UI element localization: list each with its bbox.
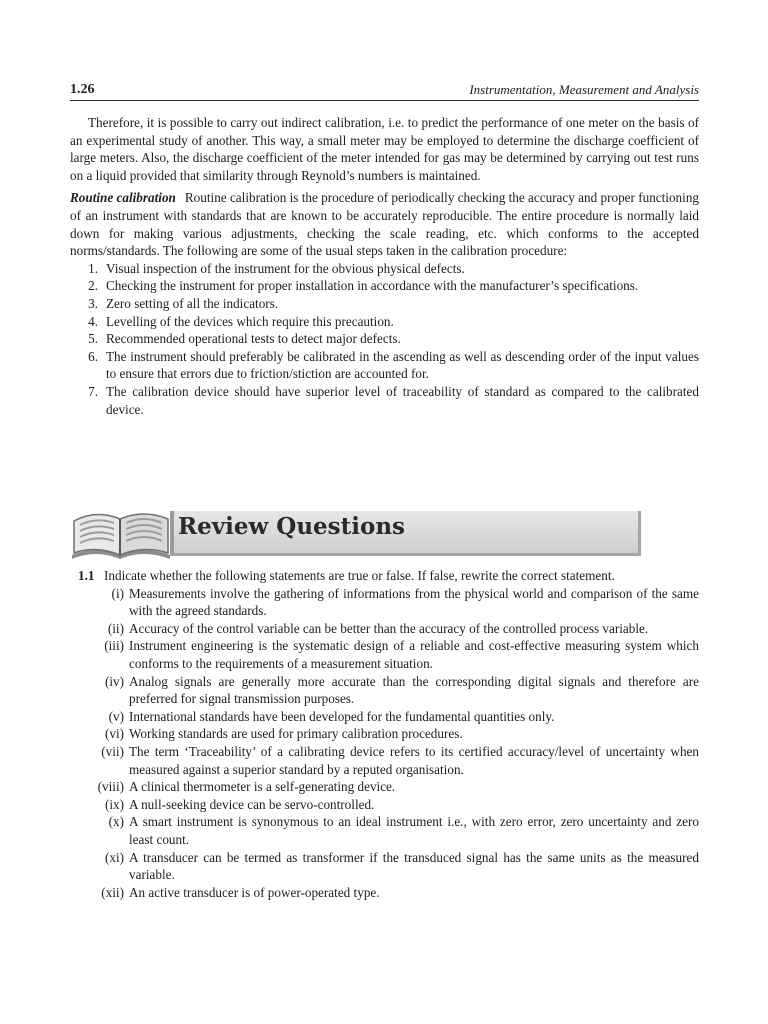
- page-header: [70, 82, 699, 101]
- running-title: Instrumentation, Measurement and Analysis: [469, 82, 699, 97]
- list-item-text: Recommended operational tests to detect major defects.: [106, 331, 401, 347]
- list-item: [70, 708, 699, 726]
- list-item-number: (vi): [104, 726, 124, 742]
- page-number: 1.26: [70, 82, 95, 97]
- list-item-number: (viii): [97, 779, 124, 795]
- list-item-number: (i): [111, 585, 124, 601]
- list-item-text: International standards have been developed for the fundamental quantities only.: [129, 708, 555, 724]
- calibration-steps-list: [70, 260, 699, 418]
- list-item-number: (v): [108, 708, 124, 724]
- list-item-number: 4.: [88, 313, 98, 329]
- list-item-number: 3.: [88, 295, 98, 311]
- list-item-number: 1.: [88, 260, 98, 276]
- list-item: [70, 813, 699, 848]
- list-item-text: The calibration device should have superior level of traceability of standard as compared to the calibrated device.: [106, 383, 699, 417]
- list-item-number: 5.: [88, 331, 98, 347]
- routine-calibration-text: Routine calibration is the procedure of periodically checking the accuracy and proper functioning of an instrument with standards that are known to be accurately reproducible. The entire procedure is normally laid down for making various adjustments, checking the scale reading, etc. which conforms to the accepted norms/standards. The following are some of the usual steps taken in the calibration procedure:: [70, 190, 700, 259]
- list-item-number: 7.: [88, 383, 98, 399]
- list-item: [70, 277, 699, 295]
- list-item: [70, 330, 699, 348]
- list-item-text: A transducer can be termed as transformer if the transduced signal has the same units as the measured variable.: [129, 849, 699, 883]
- list-item-text: Zero setting of all the indicators.: [106, 295, 279, 311]
- list-item-text: An active transducer is of power-operated type.: [129, 884, 380, 900]
- list-item-number: (ii): [107, 620, 124, 636]
- list-item: [70, 260, 699, 278]
- review-questions-banner: [66, 505, 646, 565]
- list-item: [70, 849, 699, 884]
- list-item-text: A null-seeking device can be servo-controlled.: [129, 796, 375, 812]
- list-item-number: (xii): [101, 884, 124, 900]
- routine-calibration-heading: Routine calibration: [70, 190, 176, 206]
- review-questions-title: Review Questions: [178, 513, 406, 540]
- list-item-number: (vii): [101, 743, 124, 759]
- list-item: [70, 585, 699, 620]
- list-item: [70, 637, 699, 672]
- list-item-text: Working standards are used for primary calibration procedures.: [129, 726, 463, 742]
- list-item: [70, 743, 699, 778]
- list-item-text: Instrument engineering is the systematic design of a reliable and cost-effective measuring system which conforms to the requirements of a measurement situation.: [129, 638, 699, 671]
- paragraph-indirect-calibration: Therefore, it is possible to carry out indirect calibration, i.e. to predict the performance of one meter on the basis of an experimental study of another. This way, a small meter may be employed to determine the discharge coefficient of large meters. Also, the discharge coefficient of the meter intended for gas may be determined by carrying out test runs on a liquid provided that similarity through Reynold’s numbers is maintained.: [70, 115, 699, 183]
- list-item-text: Levelling of the devices which require this precaution.: [106, 313, 394, 329]
- true-false-statements: [70, 585, 699, 902]
- list-item: [70, 884, 699, 902]
- list-item-number: 6.: [88, 348, 98, 364]
- list-item: [70, 725, 699, 743]
- question-1-1: [70, 567, 699, 585]
- list-item: [70, 778, 699, 796]
- body-text: [70, 114, 699, 418]
- list-item: [70, 796, 699, 814]
- list-item-text: Measurements involve the gathering of informations from the physical world and comparison of the same with the agreed standards.: [129, 585, 699, 619]
- list-item-text: The term ‘Traceability’ of a calibrating device refers to its certified accuracy/level of uncertainty when measured against a superior standard by a reputed organisation.: [129, 743, 699, 777]
- list-item-text: Visual inspection of the instrument for the obvious physical defects.: [106, 260, 465, 276]
- question-number: 1.1: [78, 568, 95, 583]
- list-item-number: (iv): [104, 673, 124, 689]
- list-item-text: A clinical thermometer is a self-generating device.: [129, 779, 396, 795]
- list-item-number: (iii): [104, 638, 124, 654]
- open-book-icon: [66, 505, 176, 565]
- list-item-text: The instrument should preferably be calibrated in the ascending as well as descending order of the input values to ensure that errors due to friction/stiction are accounted for.: [106, 348, 699, 382]
- list-item: [70, 673, 699, 708]
- list-item-text: Analog signals are generally more accurate than the corresponding digital signals and therefore are preferred for signal transmission purposes.: [129, 673, 699, 707]
- list-item-text: Accuracy of the control variable can be better than the accuracy of the controlled process variable.: [129, 620, 649, 636]
- list-item: [70, 383, 699, 418]
- question-text: Indicate whether the following statements are true or false. If false, rewrite the correct statement.: [104, 568, 615, 583]
- list-item-number: (x): [108, 814, 124, 830]
- list-item: [70, 313, 699, 331]
- list-item: [70, 348, 699, 383]
- list-item-text: Checking the instrument for proper installation in accordance with the manufacturer’s specifications.: [106, 278, 639, 294]
- list-item-text: A smart instrument is synonymous to an ideal instrument i.e., with zero error, zero uncertainty and zero least count.: [129, 814, 699, 847]
- list-item-number: (ix): [104, 796, 124, 812]
- review-questions: [70, 567, 699, 901]
- list-item: [70, 620, 699, 638]
- list-item-number: (xi): [104, 849, 124, 865]
- paragraph-routine-calibration: [70, 189, 699, 259]
- list-item-number: 2.: [88, 278, 98, 294]
- list-item: [70, 295, 699, 313]
